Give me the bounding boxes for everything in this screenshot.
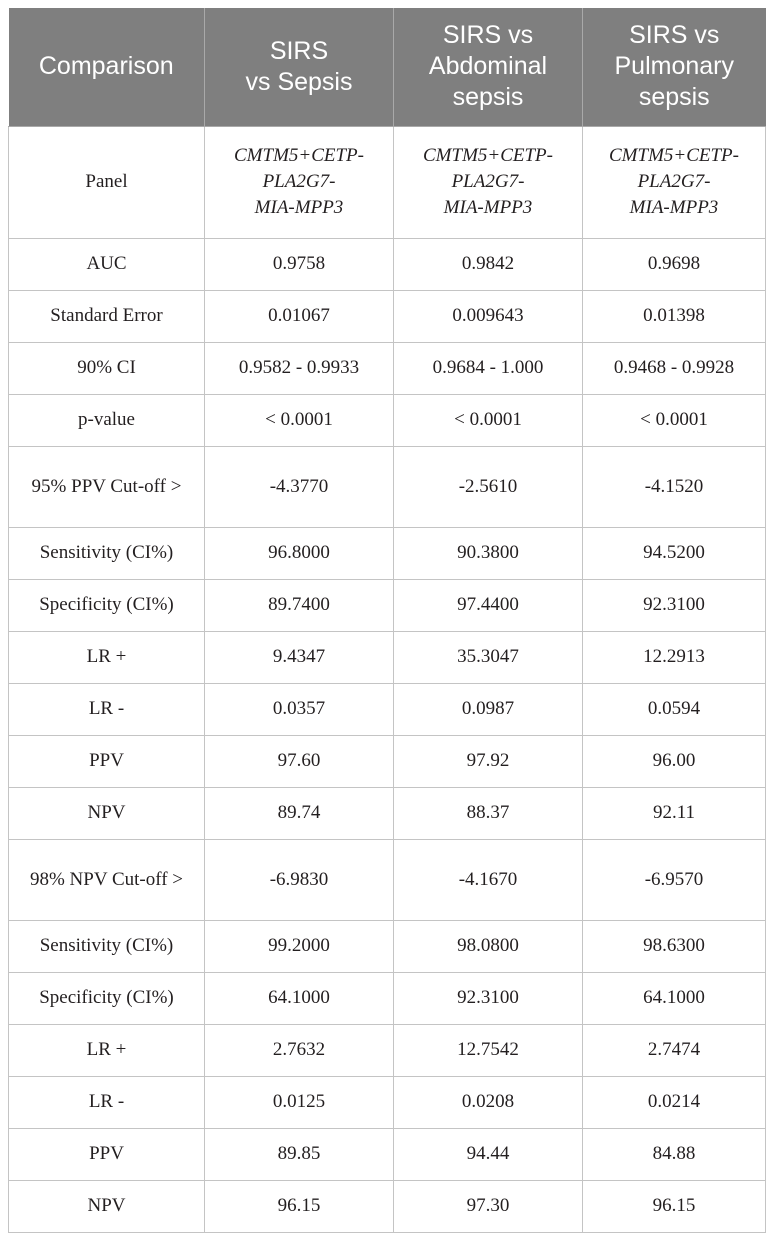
- table-cell: < 0.0001: [583, 394, 766, 446]
- table-cell: < 0.0001: [205, 394, 394, 446]
- table-row: [9, 631, 766, 683]
- header-line: SIRS vs: [442, 21, 534, 50]
- table-cell: 0.0594: [583, 683, 766, 735]
- table-row: [9, 839, 766, 920]
- table-cell: 0.0214: [583, 1076, 766, 1128]
- table-cell: 2.7474: [583, 1024, 766, 1076]
- table-row: [9, 394, 766, 446]
- table-cell: 0.9582 - 0.9933: [205, 342, 394, 394]
- table-cell: -2.5610: [394, 446, 583, 527]
- table-cell: < 0.0001: [394, 394, 583, 446]
- table-cell: 96.00: [583, 735, 766, 787]
- table-row: [9, 290, 766, 342]
- row-label: LR +: [9, 1024, 205, 1076]
- panel-cell: [583, 126, 766, 238]
- table-row-panel: [9, 126, 766, 238]
- row-label: 98% NPV Cut-off >: [9, 839, 205, 920]
- table-row: [9, 1076, 766, 1128]
- table-row: [9, 972, 766, 1024]
- header-comparison: [9, 8, 205, 126]
- table-row: [9, 1180, 766, 1232]
- table-cell: 2.7632: [205, 1024, 394, 1076]
- row-label: Sensitivity (CI%): [9, 920, 205, 972]
- table-cell: 9.4347: [205, 631, 394, 683]
- panel-line: PLA2G7-: [262, 171, 336, 192]
- table-row: [9, 579, 766, 631]
- panel-cell: [394, 126, 583, 238]
- header-line: SIRS vs: [629, 21, 720, 50]
- table-cell: 0.9698: [583, 238, 766, 290]
- table-row: [9, 787, 766, 839]
- table-cell: 64.1000: [205, 972, 394, 1024]
- table-cell: 84.88: [583, 1128, 766, 1180]
- table-cell: 97.92: [394, 735, 583, 787]
- row-label: PPV: [9, 1128, 205, 1180]
- row-label: Specificity (CI%): [9, 579, 205, 631]
- row-label: NPV: [9, 1180, 205, 1232]
- row-label: NPV: [9, 787, 205, 839]
- header-line: SIRS: [269, 36, 329, 65]
- table-cell: 92.3100: [394, 972, 583, 1024]
- table-cell: 92.3100: [583, 579, 766, 631]
- panel-line: CMTM5+CETP-: [609, 145, 739, 166]
- table-cell: 89.74: [205, 787, 394, 839]
- table-cell: -4.1670: [394, 839, 583, 920]
- table-cell: 99.2000: [205, 920, 394, 972]
- table-cell: -6.9570: [583, 839, 766, 920]
- table-cell: 90.3800: [394, 527, 583, 579]
- table-cell: 89.7400: [205, 579, 394, 631]
- table-cell: 0.9468 - 0.9928: [583, 342, 766, 394]
- table-cell: 0.009643: [394, 290, 583, 342]
- table-row: [9, 920, 766, 972]
- table-cell: 12.7542: [394, 1024, 583, 1076]
- table-cell: 97.30: [394, 1180, 583, 1232]
- panel-line: PLA2G7-: [451, 171, 525, 192]
- table-cell: 0.0125: [205, 1076, 394, 1128]
- panel-line: PLA2G7-: [637, 171, 711, 192]
- table-cell: 64.1000: [583, 972, 766, 1024]
- row-label: Standard Error: [9, 290, 205, 342]
- table-cell: 96.8000: [205, 527, 394, 579]
- table-cell: 0.9842: [394, 238, 583, 290]
- table-row: [9, 527, 766, 579]
- table-cell: 0.0208: [394, 1076, 583, 1128]
- table-body: [9, 126, 766, 1232]
- header-line: sepsis: [452, 83, 524, 112]
- table-cell: 97.60: [205, 735, 394, 787]
- table-cell: 0.9758: [205, 238, 394, 290]
- panel-line: MIA-MPP3: [629, 197, 719, 218]
- row-label: p-value: [9, 394, 205, 446]
- table-cell: 94.44: [394, 1128, 583, 1180]
- panel-line: MIA-MPP3: [443, 197, 533, 218]
- table-row: [9, 238, 766, 290]
- panel-cell: [205, 126, 394, 238]
- header-line: sepsis: [638, 83, 710, 112]
- table-cell: 0.9684 - 1.000: [394, 342, 583, 394]
- table-cell: -4.3770: [205, 446, 394, 527]
- table-row: [9, 342, 766, 394]
- table-cell: 98.6300: [583, 920, 766, 972]
- table-cell: 0.01398: [583, 290, 766, 342]
- header-sirs-vs-abdominal-sepsis: [394, 8, 583, 126]
- panel-line: CMTM5+CETP-: [423, 145, 553, 166]
- row-label: 90% CI: [9, 342, 205, 394]
- table-cell: 0.01067: [205, 290, 394, 342]
- table-cell: 12.2913: [583, 631, 766, 683]
- header-line: Pulmonary: [614, 52, 734, 81]
- header-sirs-vs-pulmonary-sepsis: [583, 8, 766, 126]
- table-cell: -6.9830: [205, 839, 394, 920]
- table-header: [9, 8, 766, 126]
- row-label: Panel: [9, 126, 205, 238]
- row-label: LR -: [9, 1076, 205, 1128]
- table-cell: 0.0987: [394, 683, 583, 735]
- header-line: Comparison: [38, 52, 174, 81]
- table-row: [9, 1128, 766, 1180]
- panel-line: CMTM5+CETP-: [234, 145, 364, 166]
- table-cell: 0.0357: [205, 683, 394, 735]
- table-cell: 35.3047: [394, 631, 583, 683]
- row-label: Sensitivity (CI%): [9, 527, 205, 579]
- row-label: LR -: [9, 683, 205, 735]
- results-table: [8, 8, 766, 1233]
- header-sirs-vs-sepsis: [205, 8, 394, 126]
- row-label: Specificity (CI%): [9, 972, 205, 1024]
- table-cell: 98.0800: [394, 920, 583, 972]
- table-cell: 96.15: [583, 1180, 766, 1232]
- table-cell: 89.85: [205, 1128, 394, 1180]
- header-line: vs Sepsis: [245, 67, 353, 96]
- table-cell: 96.15: [205, 1180, 394, 1232]
- row-label: 95% PPV Cut-off >: [9, 446, 205, 527]
- header-line: Abdominal: [428, 52, 548, 81]
- table-row: [9, 735, 766, 787]
- table-cell: 92.11: [583, 787, 766, 839]
- row-label: AUC: [9, 238, 205, 290]
- table-row: [9, 446, 766, 527]
- table-cell: 97.4400: [394, 579, 583, 631]
- row-label: LR +: [9, 631, 205, 683]
- table-cell: 94.5200: [583, 527, 766, 579]
- table-cell: -4.1520: [583, 446, 766, 527]
- header-row: [9, 8, 766, 126]
- table-row: [9, 1024, 766, 1076]
- table-cell: 88.37: [394, 787, 583, 839]
- row-label: PPV: [9, 735, 205, 787]
- panel-line: MIA-MPP3: [254, 197, 344, 218]
- table-row: [9, 683, 766, 735]
